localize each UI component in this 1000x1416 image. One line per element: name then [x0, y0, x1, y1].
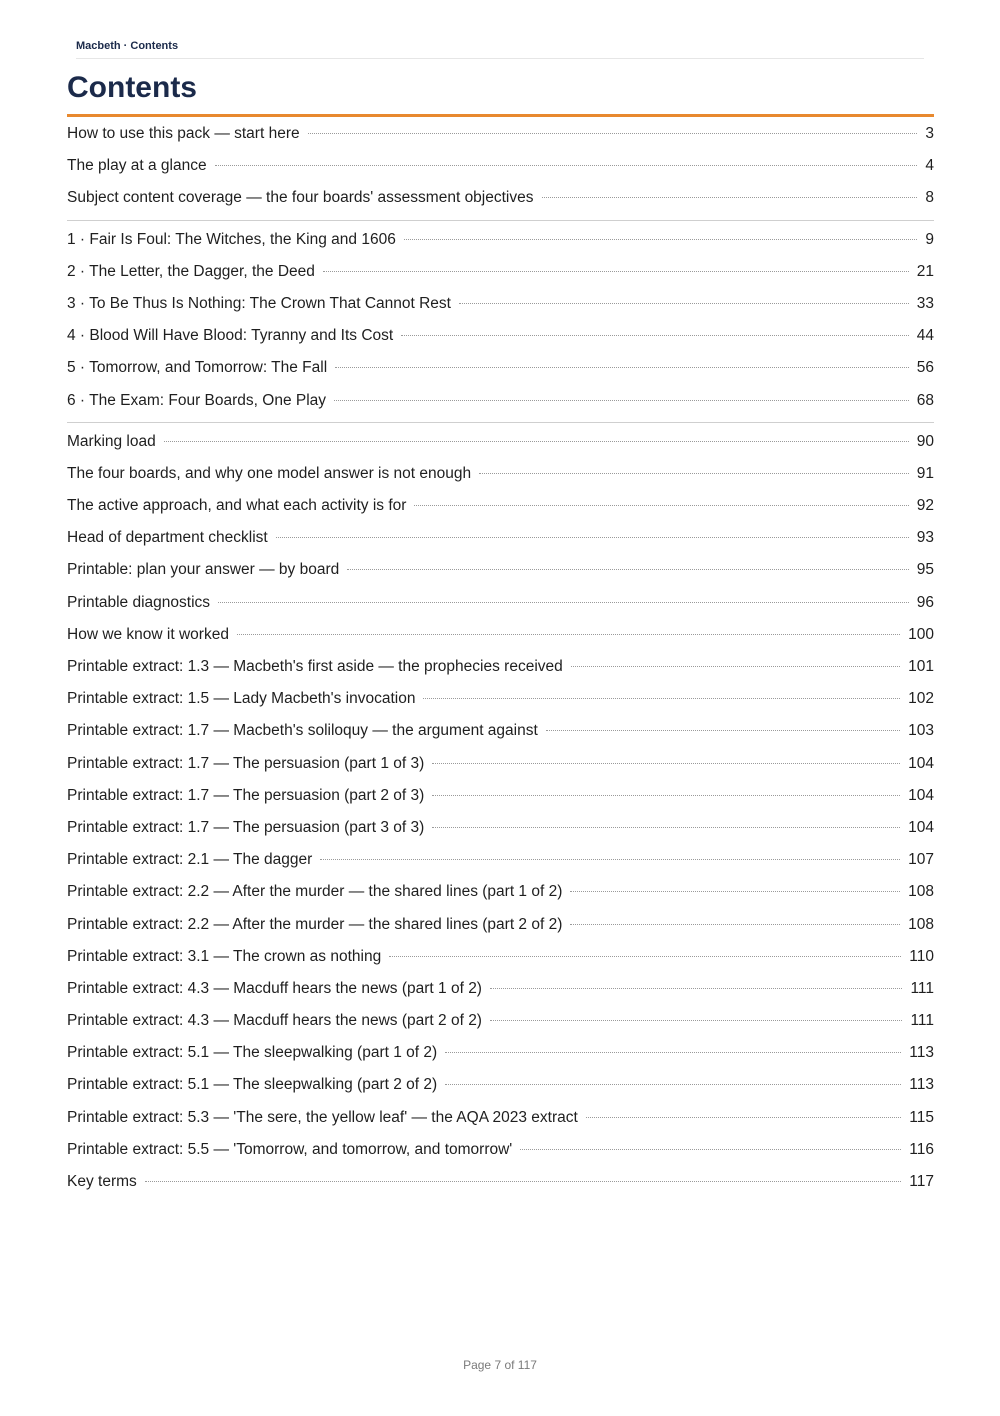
toc-entry[interactable] [67, 909, 934, 941]
dot-leader [404, 239, 918, 240]
toc-entry[interactable] [67, 748, 934, 780]
dot-leader [570, 924, 900, 925]
toc-entry-label: Printable extract: 3.1 — The crown as nothing [67, 947, 382, 965]
toc-entry-page: 104 [908, 754, 934, 772]
dot-leader [164, 441, 909, 442]
dot-leader [334, 400, 909, 401]
toc-entry[interactable] [67, 458, 934, 490]
toc-entry[interactable] [67, 619, 934, 651]
dot-leader [571, 666, 900, 667]
page-number: Page 7 of 117 [463, 1358, 537, 1372]
toc-entry[interactable] [67, 844, 934, 876]
toc-entry-page: 56 [916, 359, 934, 377]
toc-entry-label: The play at a glance [67, 157, 207, 175]
toc-entry-page: 101 [908, 658, 934, 675]
toc-entry[interactable] [67, 651, 934, 683]
toc-entry-page: 21 [916, 262, 934, 280]
dot-leader [423, 698, 900, 699]
toc-entry-label: How to use this pack — start here [67, 125, 300, 142]
dot-leader [401, 335, 909, 336]
dot-leader [389, 956, 901, 957]
toc-entry-label: Printable extract: 1.7 — The persuasion (part 2 of 3) [67, 786, 425, 804]
dot-leader [570, 891, 900, 892]
toc-entry-label: The active approach, and what each activity is for [67, 497, 407, 515]
dot-leader [586, 1117, 901, 1118]
toc-entry-label: 4 · Blood Will Have Blood: Tyranny and Its Cost [67, 327, 394, 345]
dot-leader [320, 859, 900, 860]
dot-leader [218, 602, 909, 603]
toc-entry-label: 3 · To Be Thus Is Nothing: The Crown That Cannot Rest [67, 294, 451, 312]
dot-leader [432, 763, 900, 764]
toc-entry[interactable] [67, 426, 934, 458]
toc-entry[interactable] [67, 554, 934, 586]
dot-leader [479, 473, 909, 474]
toc-entry-page: 100 [908, 625, 934, 643]
toc-entry-label: Head of department checklist [67, 529, 268, 547]
toc-entry-label: Printable diagnostics [67, 593, 211, 611]
toc-entry-label: How we know it worked [67, 625, 229, 643]
dot-leader [459, 303, 909, 304]
toc-entry[interactable] [67, 1037, 934, 1069]
page-title: Contents [67, 71, 197, 104]
toc-entry[interactable] [67, 1134, 934, 1166]
toc-entry-label: Printable extract: 1.7 — The persuasion (part 3 of 3) [67, 818, 425, 836]
toc-entry[interactable] [67, 876, 934, 908]
toc-entry[interactable] [67, 587, 934, 619]
toc-entry-page: 96 [916, 593, 934, 611]
dot-leader [237, 634, 900, 635]
toc-entry-label: Printable extract: 1.3 — Macbeth's first aside — the prophecies received [67, 658, 563, 675]
toc-entry-page: 113 [909, 1044, 934, 1062]
toc-entry[interactable] [67, 385, 934, 417]
dot-leader [335, 367, 909, 368]
toc-entry-page: 111 [910, 979, 934, 997]
dot-leader [323, 271, 909, 272]
toc-entry[interactable] [67, 1005, 934, 1037]
toc-entry-page: 92 [916, 497, 934, 515]
toc-entry-page: 116 [909, 1140, 934, 1158]
toc-entry[interactable] [67, 715, 934, 747]
toc-entry-label: Printable extract: 4.3 — Macduff hears the news (part 1 of 2) [67, 979, 482, 997]
dot-leader [276, 537, 909, 538]
toc-entry-page: 108 [908, 883, 934, 901]
toc-entry[interactable] [67, 1166, 934, 1198]
toc-entry[interactable] [67, 780, 934, 812]
toc-entry-label: 2 · The Letter, the Dagger, the Deed [67, 262, 315, 280]
toc-entry[interactable] [67, 352, 934, 384]
toc-entry-page: 8 [925, 189, 934, 207]
toc-entry-label: Printable extract: 2.2 — After the murder — the shared lines (part 2 of 2) [67, 915, 563, 933]
dot-leader [308, 133, 918, 134]
toc-entry[interactable] [67, 118, 934, 150]
toc-entry-page: 103 [908, 722, 934, 740]
toc-entry-label: Printable extract: 4.3 — Macduff hears the news (part 2 of 2) [67, 1012, 482, 1030]
dot-leader [490, 1020, 902, 1021]
toc-entry[interactable] [67, 683, 934, 715]
toc-entry[interactable] [67, 1069, 934, 1101]
toc-entry-label: Printable extract: 5.5 — 'Tomorrow, and tomorrow, and tomorrow' [67, 1140, 513, 1158]
toc-entry-label: 1 · Fair Is Foul: The Witches, the King and 1606 [67, 230, 396, 248]
toc-entry[interactable] [67, 150, 934, 182]
toc-entry[interactable] [67, 182, 934, 214]
dot-leader [347, 569, 908, 570]
title-underline [67, 114, 934, 117]
toc-entry-label: Printable extract: 2.1 — The dagger [67, 851, 313, 869]
toc-entry-page: 107 [908, 851, 934, 869]
toc-entry-label: Subject content coverage — the four boards' assessment objectives [67, 189, 534, 207]
toc-entry-label: Printable extract: 1.7 — The persuasion (part 1 of 3) [67, 754, 425, 772]
toc-entry-page: 102 [908, 690, 934, 708]
toc-separator [67, 422, 934, 423]
toc-entry-label: The four boards, and why one model answer is not enough [67, 464, 472, 482]
toc-entry-page: 111 [910, 1012, 934, 1030]
dot-leader [445, 1052, 901, 1053]
toc-entry-page: 3 [925, 125, 934, 142]
dot-leader [445, 1084, 901, 1085]
toc-entry-page: 115 [909, 1108, 934, 1126]
toc-entry-label: 5 · Tomorrow, and Tomorrow: The Fall [67, 359, 328, 377]
dot-leader [546, 730, 900, 731]
toc-entry[interactable] [67, 1102, 934, 1134]
toc-entry[interactable] [67, 941, 934, 973]
toc-entry-page: 110 [909, 947, 934, 965]
toc-entry-page: 95 [916, 561, 934, 579]
toc-entry[interactable] [67, 256, 934, 288]
toc-entry[interactable] [67, 490, 934, 522]
toc-entry-page: 93 [916, 529, 934, 547]
toc-entry-label: 6 · The Exam: Four Boards, One Play [67, 391, 327, 409]
running-header-title: Macbeth · Contents [76, 40, 179, 52]
toc-entry-page: 108 [908, 915, 934, 933]
toc-entry-label: Printable extract: 2.2 — After the murder — the shared lines (part 1 of 2) [67, 883, 563, 901]
toc-entry-page: 104 [908, 818, 934, 836]
toc-entry-page: 4 [925, 157, 934, 175]
toc-entry-label: Printable extract: 1.7 — Macbeth's soliloquy — the argument against [67, 722, 538, 740]
toc-entry-label: Printable: plan your answer — by board [67, 561, 340, 579]
toc-separator [67, 220, 934, 221]
dot-leader [432, 827, 900, 828]
table-of-contents [67, 118, 934, 1198]
toc-entry[interactable] [67, 288, 934, 320]
toc-entry-page: 33 [916, 294, 934, 312]
toc-entry-page: 68 [916, 391, 934, 409]
toc-entry[interactable] [67, 320, 934, 352]
dot-leader [215, 165, 918, 166]
toc-entry-label: Printable extract: 5.1 — The sleepwalking (part 1 of 2) [67, 1044, 438, 1062]
toc-entry-label: Marking load [67, 432, 156, 450]
toc-entry[interactable] [67, 224, 934, 256]
toc-entry-page: 91 [916, 464, 934, 482]
page-footer [0, 1358, 1000, 1372]
toc-entry[interactable] [67, 812, 934, 844]
dot-leader [520, 1149, 901, 1150]
toc-entry-label: Printable extract: 1.5 — Lady Macbeth's invocation [67, 690, 416, 708]
toc-entry-page: 9 [925, 230, 934, 248]
toc-entry-page: 117 [909, 1173, 934, 1190]
toc-entry[interactable] [67, 522, 934, 554]
toc-entry-label: Key terms [67, 1173, 137, 1190]
toc-entry-label: Printable extract: 5.1 — The sleepwalking (part 2 of 2) [67, 1076, 438, 1094]
toc-entry[interactable] [67, 973, 934, 1005]
dot-leader [542, 197, 918, 198]
dot-leader [432, 795, 900, 796]
toc-entry-page: 113 [909, 1076, 934, 1094]
toc-entry-page: 104 [908, 786, 934, 804]
toc-entry-page: 44 [916, 327, 934, 345]
dot-leader [145, 1181, 902, 1182]
dot-leader [490, 988, 902, 989]
dot-leader [414, 505, 908, 506]
running-header [76, 38, 924, 59]
toc-entry-label: Printable extract: 5.3 — 'The sere, the yellow leaf' — the AQA 2023 extract [67, 1108, 578, 1126]
toc-entry-page: 90 [916, 432, 934, 450]
